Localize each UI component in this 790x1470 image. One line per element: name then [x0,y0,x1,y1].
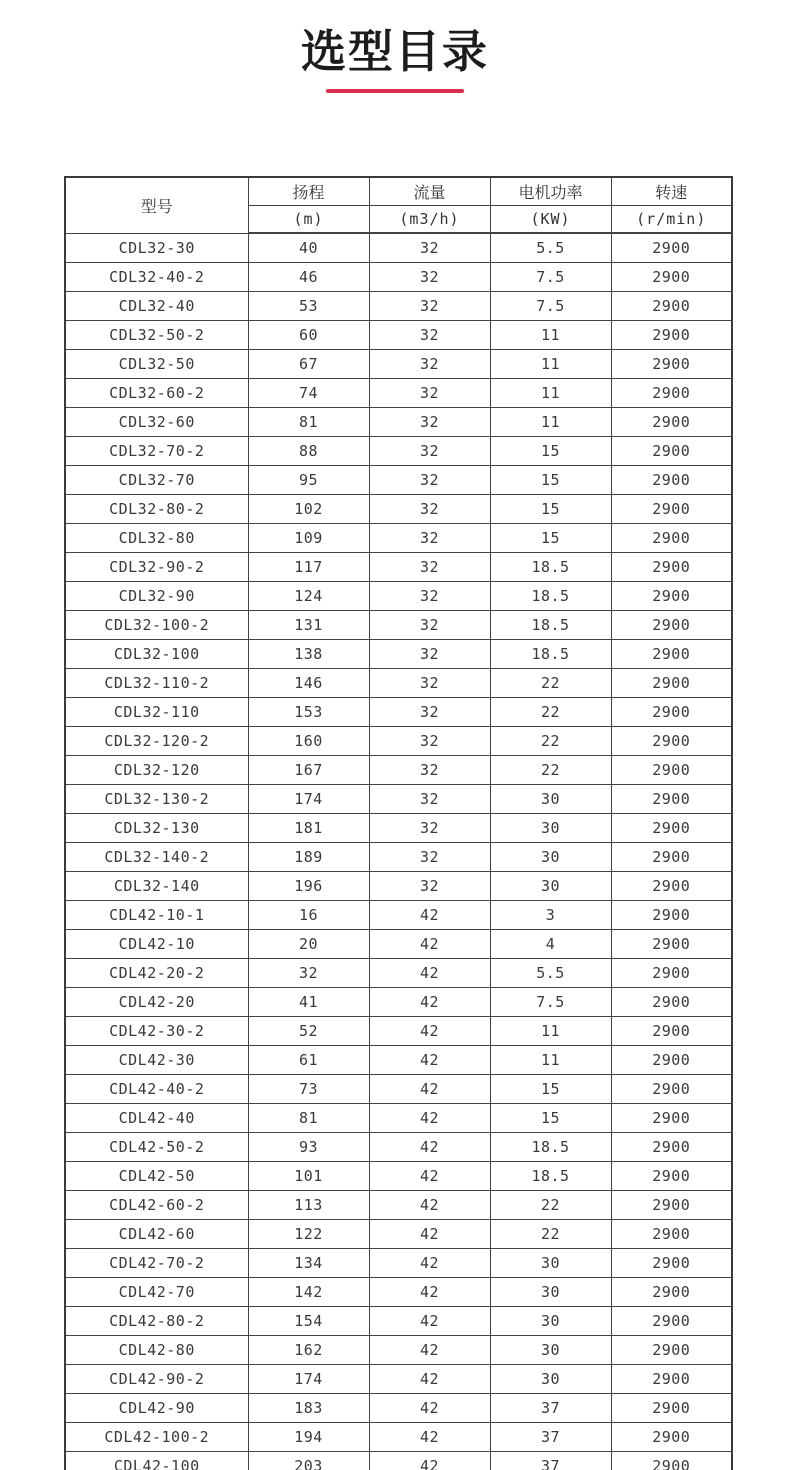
speed-cell: 2900 [611,1336,732,1365]
flow-cell: 32 [369,437,490,466]
speed-cell: 2900 [611,263,732,292]
flow-cell: 32 [369,233,490,263]
table-row [65,959,732,988]
flow-cell: 32 [369,495,490,524]
model-cell: CDL42-10 [65,930,248,959]
model-cell: CDL32-40-2 [65,263,248,292]
speed-cell: 2900 [611,379,732,408]
head-cell: 109 [248,524,369,553]
head-cell: 131 [248,611,369,640]
speed-cell: 2900 [611,843,732,872]
power-cell: 4 [490,930,611,959]
table-row [65,437,732,466]
flow-cell: 42 [369,1452,490,1470]
table-row [65,1307,732,1336]
power-cell: 30 [490,785,611,814]
power-cell: 22 [490,698,611,727]
power-cell: 7.5 [490,292,611,321]
model-cell: CDL42-40 [65,1104,248,1133]
model-cell: CDL42-60 [65,1220,248,1249]
power-cell: 30 [490,814,611,843]
speed-cell: 2900 [611,901,732,930]
speed-cell: 2900 [611,785,732,814]
table-row [65,379,732,408]
table-row [65,669,732,698]
table-row [65,843,732,872]
speed-cell: 2900 [611,1452,732,1470]
flow-cell: 42 [369,1249,490,1278]
flow-cell: 42 [369,1423,490,1452]
flow-cell: 32 [369,379,490,408]
head-cell: 53 [248,292,369,321]
speed-cell: 2900 [611,1307,732,1336]
model-cell: CDL32-50-2 [65,321,248,350]
table-row [65,553,732,582]
table-row [65,1075,732,1104]
col-header-speed: 转速 [611,177,732,205]
table-row [65,901,732,930]
flow-cell: 42 [369,1075,490,1104]
head-cell: 52 [248,1017,369,1046]
table-row [65,524,732,553]
head-cell: 124 [248,582,369,611]
head-cell: 160 [248,727,369,756]
table-row [65,1423,732,1452]
table-row [65,582,732,611]
model-cell: CDL42-10-1 [65,901,248,930]
table-row [65,1278,732,1307]
speed-cell: 2900 [611,466,732,495]
speed-cell: 2900 [611,611,732,640]
table-row [65,466,732,495]
head-cell: 32 [248,959,369,988]
head-cell: 81 [248,408,369,437]
power-cell: 22 [490,1191,611,1220]
speed-cell: 2900 [611,350,732,379]
model-cell: CDL42-100 [65,1452,248,1470]
flow-cell: 42 [369,1046,490,1075]
head-cell: 134 [248,1249,369,1278]
table-header [65,177,732,233]
table-row [65,1365,732,1394]
col-unit-speed: (r/min) [611,205,732,233]
flow-cell: 42 [369,901,490,930]
flow-cell: 42 [369,930,490,959]
speed-cell: 2900 [611,1423,732,1452]
flow-cell: 42 [369,1307,490,1336]
speed-cell: 2900 [611,1133,732,1162]
power-cell: 11 [490,1046,611,1075]
flow-cell: 42 [369,1162,490,1191]
flow-cell: 32 [369,756,490,785]
flow-cell: 32 [369,669,490,698]
power-cell: 30 [490,843,611,872]
speed-cell: 2900 [611,321,732,350]
power-cell: 11 [490,350,611,379]
power-cell: 22 [490,669,611,698]
model-cell: CDL32-90-2 [65,553,248,582]
flow-cell: 42 [369,1104,490,1133]
model-cell: CDL42-60-2 [65,1191,248,1220]
power-cell: 15 [490,1104,611,1133]
spec-table [64,176,733,1470]
flow-cell: 42 [369,1278,490,1307]
power-cell: 7.5 [490,263,611,292]
model-cell: CDL42-20 [65,988,248,1017]
speed-cell: 2900 [611,1365,732,1394]
head-cell: 46 [248,263,369,292]
table-row [65,1452,732,1470]
head-cell: 153 [248,698,369,727]
speed-cell: 2900 [611,553,732,582]
col-unit-power: (KW) [490,205,611,233]
power-cell: 30 [490,1278,611,1307]
speed-cell: 2900 [611,698,732,727]
model-cell: CDL42-90-2 [65,1365,248,1394]
model-cell: CDL32-140-2 [65,843,248,872]
power-cell: 30 [490,1336,611,1365]
table-row [65,408,732,437]
head-cell: 16 [248,901,369,930]
head-cell: 93 [248,1133,369,1162]
model-cell: CDL32-120 [65,756,248,785]
table-row [65,263,732,292]
head-cell: 95 [248,466,369,495]
speed-cell: 2900 [611,1017,732,1046]
model-cell: CDL32-80 [65,524,248,553]
power-cell: 5.5 [490,233,611,263]
model-cell: CDL32-140 [65,872,248,901]
flow-cell: 32 [369,408,490,437]
head-cell: 67 [248,350,369,379]
table-row [65,233,732,263]
table-row [65,814,732,843]
speed-cell: 2900 [611,408,732,437]
table-row [65,292,732,321]
head-cell: 196 [248,872,369,901]
head-cell: 73 [248,1075,369,1104]
speed-cell: 2900 [611,437,732,466]
model-cell: CDL32-120-2 [65,727,248,756]
power-cell: 18.5 [490,640,611,669]
table-row [65,1249,732,1278]
speed-cell: 2900 [611,1191,732,1220]
model-cell: CDL32-60-2 [65,379,248,408]
speed-cell: 2900 [611,669,732,698]
model-cell: CDL32-50 [65,350,248,379]
model-cell: CDL42-30 [65,1046,248,1075]
table-row [65,321,732,350]
head-cell: 138 [248,640,369,669]
flow-cell: 42 [369,1394,490,1423]
power-cell: 30 [490,872,611,901]
model-cell: CDL42-80 [65,1336,248,1365]
flow-cell: 32 [369,292,490,321]
table-row [65,611,732,640]
head-cell: 122 [248,1220,369,1249]
power-cell: 30 [490,1307,611,1336]
table-row [65,495,732,524]
head-cell: 174 [248,785,369,814]
model-cell: CDL32-40 [65,292,248,321]
flow-cell: 42 [369,1017,490,1046]
speed-cell: 2900 [611,872,732,901]
table-row [65,930,732,959]
flow-cell: 32 [369,350,490,379]
model-cell: CDL42-100-2 [65,1423,248,1452]
power-cell: 30 [490,1365,611,1394]
speed-cell: 2900 [611,1394,732,1423]
flow-cell: 32 [369,611,490,640]
table-row [65,1162,732,1191]
head-cell: 60 [248,321,369,350]
speed-cell: 2900 [611,988,732,1017]
power-cell: 15 [490,495,611,524]
speed-cell: 2900 [611,1249,732,1278]
col-unit-head: (m) [248,205,369,233]
power-cell: 15 [490,1075,611,1104]
head-cell: 40 [248,233,369,263]
model-cell: CDL42-50 [65,1162,248,1191]
speed-cell: 2900 [611,930,732,959]
model-cell: CDL32-70-2 [65,437,248,466]
flow-cell: 32 [369,814,490,843]
col-header-model: 型号 [65,177,248,233]
table-row [65,1133,732,1162]
flow-cell: 32 [369,263,490,292]
speed-cell: 2900 [611,1278,732,1307]
power-cell: 18.5 [490,553,611,582]
table-body [65,233,732,1470]
model-cell: CDL42-20-2 [65,959,248,988]
col-header-power: 电机功率 [490,177,611,205]
head-cell: 101 [248,1162,369,1191]
model-cell: CDL42-70-2 [65,1249,248,1278]
table-row [65,1191,732,1220]
table-row [65,640,732,669]
speed-cell: 2900 [611,1075,732,1104]
table-row [65,1104,732,1133]
head-cell: 189 [248,843,369,872]
speed-cell: 2900 [611,640,732,669]
flow-cell: 32 [369,321,490,350]
speed-cell: 2900 [611,1220,732,1249]
page-title: 选型目录 [300,26,489,77]
power-cell: 15 [490,524,611,553]
power-cell: 22 [490,1220,611,1249]
head-cell: 146 [248,669,369,698]
table-row [65,350,732,379]
model-cell: CDL32-90 [65,582,248,611]
speed-cell: 2900 [611,959,732,988]
model-cell: CDL42-70 [65,1278,248,1307]
head-cell: 113 [248,1191,369,1220]
power-cell: 15 [490,466,611,495]
model-cell: CDL42-50-2 [65,1133,248,1162]
head-cell: 181 [248,814,369,843]
head-cell: 41 [248,988,369,1017]
model-cell: CDL32-70 [65,466,248,495]
flow-cell: 42 [369,1336,490,1365]
flow-cell: 32 [369,698,490,727]
speed-cell: 2900 [611,292,732,321]
flow-cell: 32 [369,872,490,901]
model-cell: CDL32-60 [65,408,248,437]
model-cell: CDL42-40-2 [65,1075,248,1104]
power-cell: 18.5 [490,582,611,611]
power-cell: 22 [490,727,611,756]
power-cell: 11 [490,408,611,437]
col-header-head: 扬程 [248,177,369,205]
power-cell: 11 [490,379,611,408]
power-cell: 7.5 [490,988,611,1017]
table-row [65,785,732,814]
table-row [65,1336,732,1365]
model-cell: CDL42-30-2 [65,1017,248,1046]
model-cell: CDL42-80-2 [65,1307,248,1336]
power-cell: 18.5 [490,1133,611,1162]
flow-cell: 32 [369,466,490,495]
flow-cell: 32 [369,553,490,582]
model-cell: CDL32-130 [65,814,248,843]
power-cell: 18.5 [490,611,611,640]
table-row [65,1017,732,1046]
selection-table [64,176,731,1470]
model-cell: CDL32-80-2 [65,495,248,524]
power-cell: 15 [490,437,611,466]
flow-cell: 32 [369,640,490,669]
model-cell: CDL32-100 [65,640,248,669]
head-cell: 167 [248,756,369,785]
model-cell: CDL32-30 [65,233,248,263]
flow-cell: 42 [369,1220,490,1249]
catalog-page [0,24,790,1470]
speed-cell: 2900 [611,524,732,553]
head-cell: 162 [248,1336,369,1365]
model-cell: CDL32-110-2 [65,669,248,698]
head-cell: 74 [248,379,369,408]
col-unit-flow: (m3/h) [369,205,490,233]
head-cell: 117 [248,553,369,582]
head-cell: 142 [248,1278,369,1307]
power-cell: 3 [490,901,611,930]
flow-cell: 32 [369,785,490,814]
speed-cell: 2900 [611,1046,732,1075]
title-underline [326,89,464,93]
power-cell: 37 [490,1423,611,1452]
head-cell: 81 [248,1104,369,1133]
head-cell: 102 [248,495,369,524]
flow-cell: 42 [369,988,490,1017]
speed-cell: 2900 [611,582,732,611]
head-cell: 194 [248,1423,369,1452]
power-cell: 37 [490,1452,611,1470]
flow-cell: 32 [369,727,490,756]
table-row [65,872,732,901]
flow-cell: 42 [369,959,490,988]
power-cell: 11 [490,1017,611,1046]
flow-cell: 32 [369,843,490,872]
speed-cell: 2900 [611,1162,732,1191]
table-row [65,1046,732,1075]
speed-cell: 2900 [611,756,732,785]
power-cell: 30 [490,1249,611,1278]
flow-cell: 32 [369,524,490,553]
table-row [65,727,732,756]
head-cell: 88 [248,437,369,466]
power-cell: 5.5 [490,959,611,988]
model-cell: CDL32-130-2 [65,785,248,814]
table-row [65,988,732,1017]
power-cell: 22 [490,756,611,785]
speed-cell: 2900 [611,727,732,756]
flow-cell: 32 [369,582,490,611]
head-cell: 174 [248,1365,369,1394]
power-cell: 18.5 [490,1162,611,1191]
power-cell: 37 [490,1394,611,1423]
head-cell: 61 [248,1046,369,1075]
model-cell: CDL42-90 [65,1394,248,1423]
speed-cell: 2900 [611,233,732,263]
model-cell: CDL32-100-2 [65,611,248,640]
flow-cell: 42 [369,1133,490,1162]
table-row [65,1394,732,1423]
table-row [65,698,732,727]
head-cell: 203 [248,1452,369,1470]
speed-cell: 2900 [611,1104,732,1133]
flow-cell: 42 [369,1365,490,1394]
head-cell: 183 [248,1394,369,1423]
table-row [65,1220,732,1249]
head-cell: 20 [248,930,369,959]
power-cell: 11 [490,321,611,350]
speed-cell: 2900 [611,814,732,843]
model-cell: CDL32-110 [65,698,248,727]
speed-cell: 2900 [611,495,732,524]
col-header-flow: 流量 [369,177,490,205]
header-row-labels [65,177,732,205]
head-cell: 154 [248,1307,369,1336]
flow-cell: 42 [369,1191,490,1220]
table-row [65,756,732,785]
